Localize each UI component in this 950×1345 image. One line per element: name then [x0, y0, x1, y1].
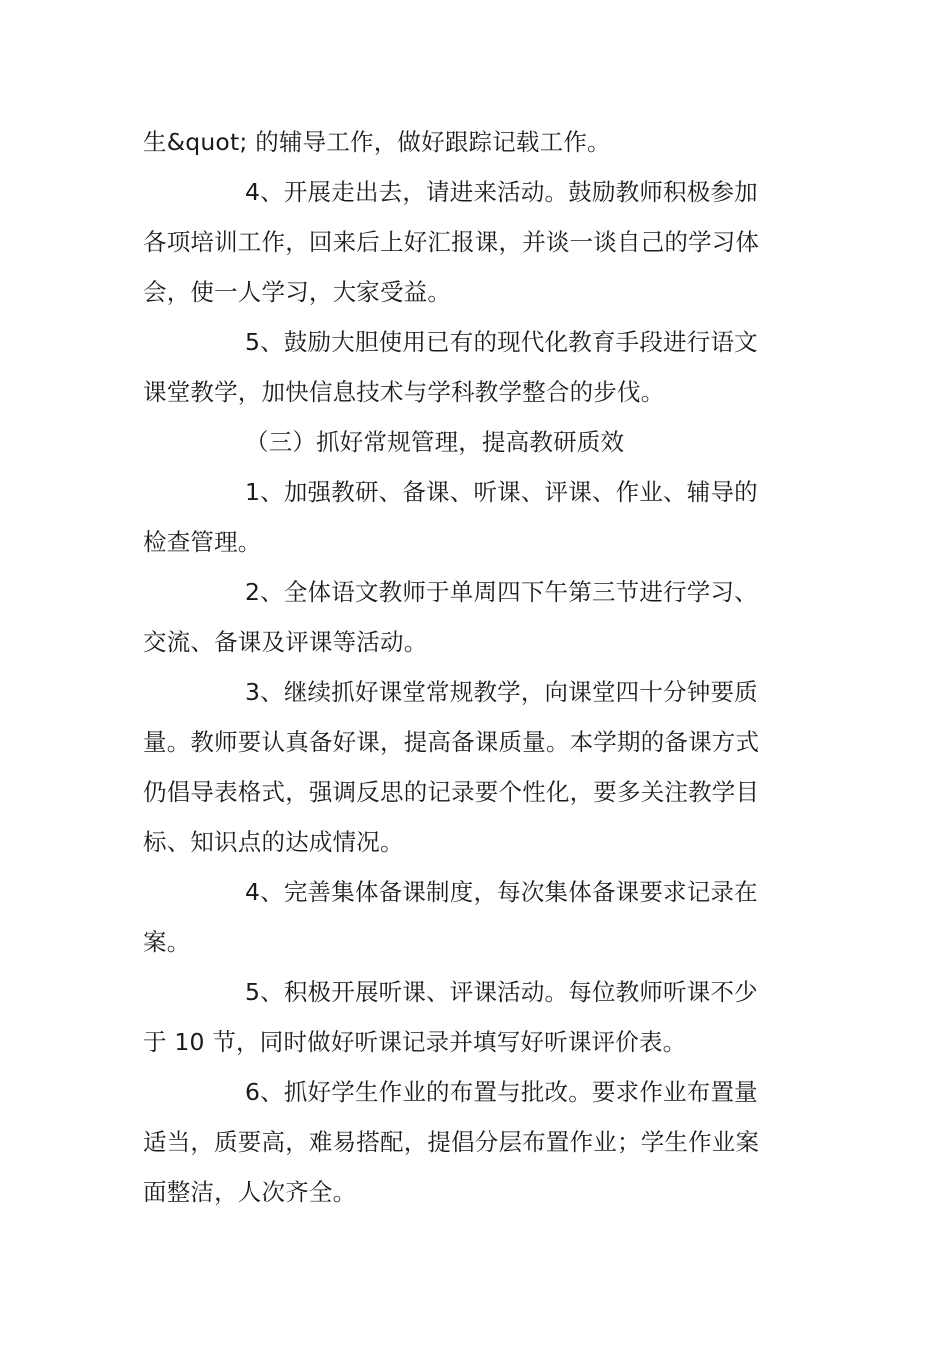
text-line: 面整洁，人次齐全。	[143, 1178, 357, 1206]
paragraph-line: 6、抓好学生作业的布置与批改。要求作业布置量	[245, 1078, 758, 1106]
paragraph-line: 5、积极开展听课、评课活动。每位教师听课不少	[245, 978, 758, 1006]
paragraph-line: 2、全体语文教师于单周四下午第三节进行学习、	[245, 578, 758, 606]
paragraph-line: 5、鼓励大胆使用已有的现代化教育手段进行语文	[245, 328, 758, 356]
section-heading: （三）抓好常规管理，提高教研质效	[245, 428, 625, 456]
text-line: 课堂教学，加快信息技术与学科教学整合的步伐。	[143, 378, 665, 406]
text-line: 于 10 节，同时做好听课记录并填写好听课评价表。	[143, 1028, 687, 1056]
paragraph-line: 4、开展走出去，请进来活动。鼓励教师积极参加	[245, 178, 758, 206]
text-line: 案。	[143, 928, 191, 956]
text-line: 交流、备课及评课等活动。	[143, 628, 428, 656]
text-line: 仍倡导表格式，强调反思的记录要个性化，要多关注教学目	[143, 778, 760, 806]
text-line: 各项培训工作，回来后上好汇报课，并谈一谈自己的学习体	[143, 228, 760, 256]
text-line: 适当，质要高，难易搭配，提倡分层布置作业；学生作业案	[143, 1128, 760, 1156]
paragraph-line: 3、继续抓好课堂常规教学，向课堂四十分钟要质	[245, 678, 758, 706]
text-line: 生&quot; 的辅导工作，做好跟踪记载工作。	[143, 128, 611, 156]
text-line: 标、知识点的达成情况。	[143, 828, 404, 856]
text-line: 检查管理。	[143, 528, 262, 556]
text-line: 会，使一人学习，大家受益。	[143, 278, 452, 306]
paragraph-line: 1、加强教研、备课、听课、评课、作业、辅导的	[245, 478, 758, 506]
text-line: 量。教师要认真备好课，提高备课质量。本学期的备课方式	[143, 728, 760, 756]
paragraph-line: 4、完善集体备课制度，每次集体备课要求记录在	[245, 878, 758, 906]
